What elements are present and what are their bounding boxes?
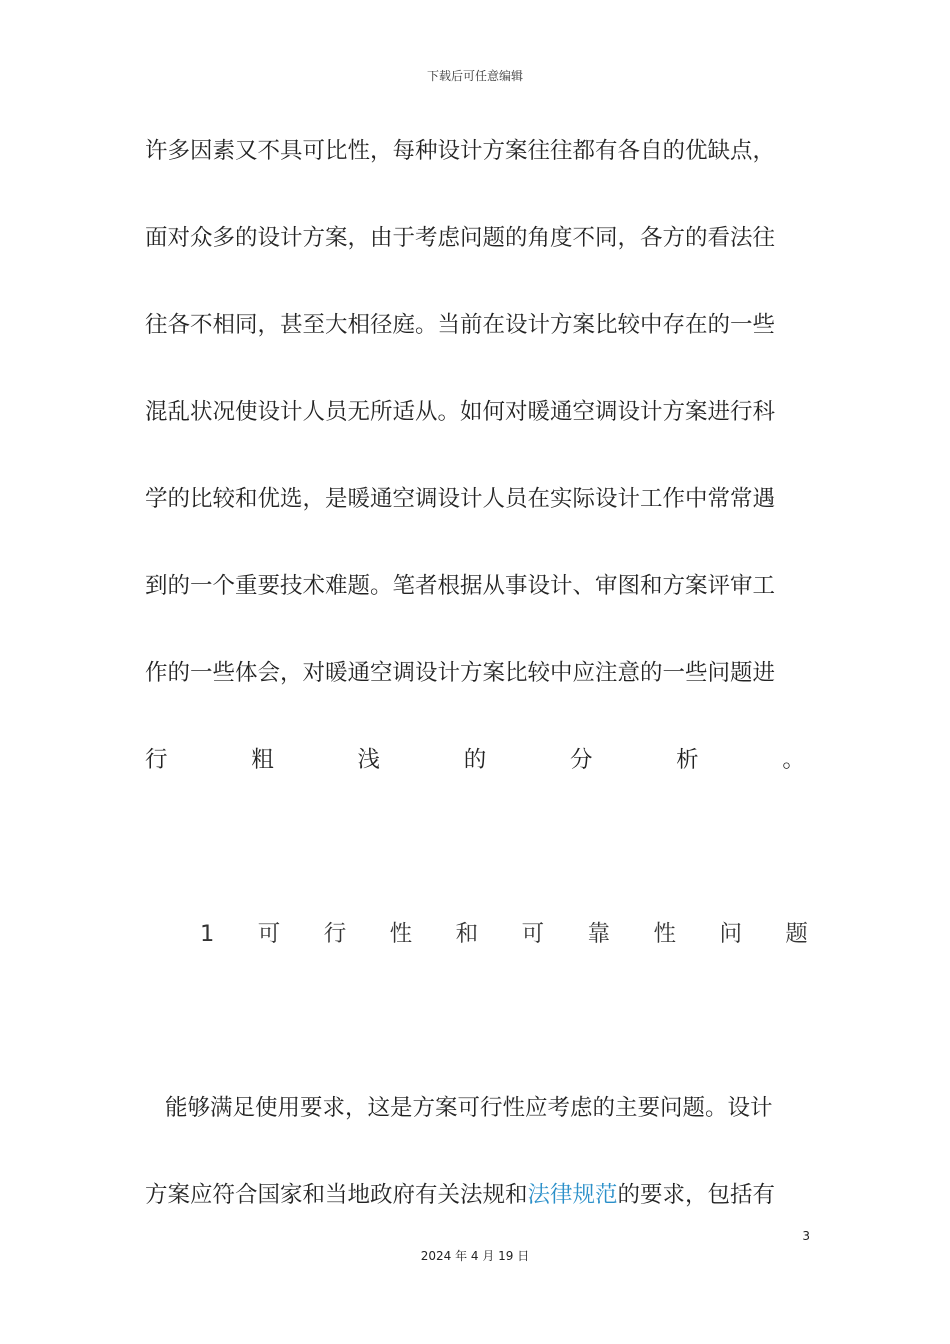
paragraph-line: 许多因素又不具可比性，每种设计方案往往都有各自的优缺点， [145, 138, 776, 164]
justified-char: 浅 [357, 747, 380, 773]
page-header: 下载后可任意编辑 [426, 69, 523, 83]
justified-char: 粗 [251, 747, 274, 773]
paragraph-last-line [145, 740, 805, 780]
paragraph-line: 混乱状况使设计人员无所适从。如何对暖通空调设计方案进行科 [145, 399, 776, 425]
text-run: 的要求，包括有 [617, 1182, 776, 1208]
paragraph-line: 面对众多的设计方案，由于考虑问题的角度不同，各方的看法往 [145, 225, 776, 251]
justified-char: 分 [569, 747, 593, 773]
footer-date: 2024 年 4 月 19 日 [420, 1249, 530, 1263]
law-norms-link[interactable]: 法律规范 [527, 1182, 618, 1208]
paragraph-line: 到的一个重要技术难题。笔者根据从事设计、审图和方案评审工 [145, 573, 776, 599]
heading-char: 题 [785, 921, 808, 947]
paragraph-line: 能够满足使用要求，这是方案可行性应考虑的主要问题。设计 [165, 1095, 773, 1121]
heading-char: 性 [653, 921, 676, 947]
justified-char: 析 [676, 747, 699, 773]
heading-char: 可 [521, 921, 545, 947]
heading-char: 问 [719, 921, 742, 947]
paragraph-line [145, 1175, 805, 1215]
heading-char: 性 [389, 921, 413, 947]
heading-char: 靠 [587, 921, 611, 947]
text-run: 方案应符合国家和当地政府有关法规和 [145, 1182, 528, 1208]
heading-number: 1 [200, 921, 215, 947]
justified-char: 的 [463, 747, 487, 773]
section-heading [200, 914, 808, 954]
page-number: 3 [802, 1229, 810, 1243]
heading-char: 行 [323, 921, 347, 947]
heading-char: 可 [257, 921, 281, 947]
paragraph-line: 学的比较和优选，是暖通空调设计人员在实际设计工作中常常遇 [145, 486, 776, 512]
paragraph-line: 往各不相同，甚至大相径庭。当前在设计方案比较中存在的一些 [145, 312, 776, 338]
justified-char: 行 [145, 747, 168, 773]
heading-char: 和 [455, 921, 479, 947]
paragraph-line: 作的一些体会，对暖通空调设计方案比较中应注意的一些问题进 [145, 660, 776, 686]
justified-char: 。 [782, 747, 805, 773]
